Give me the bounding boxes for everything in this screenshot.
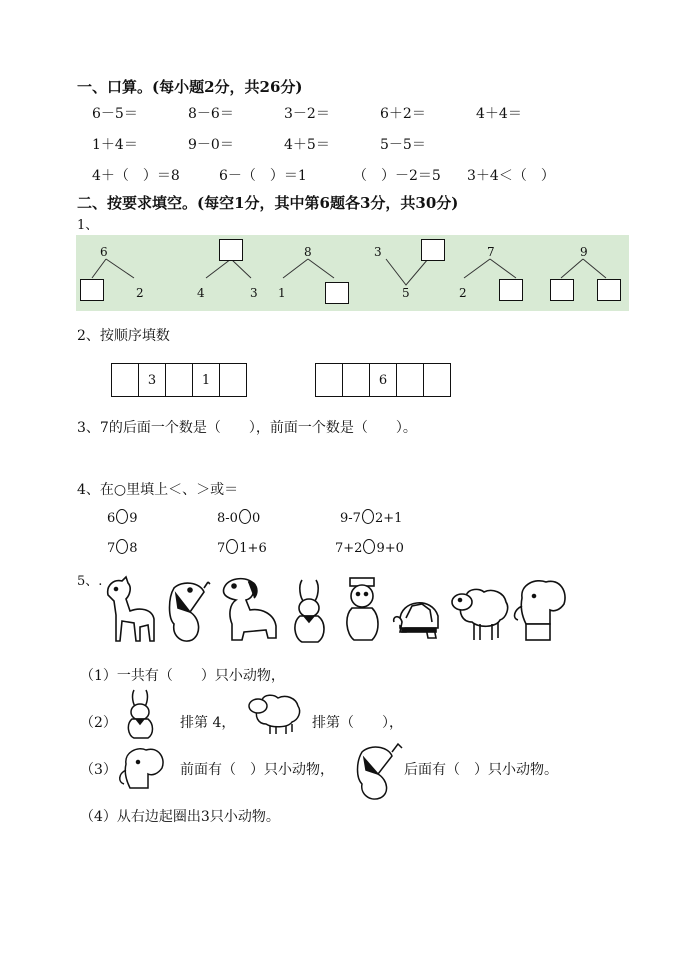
compare-right: 0 (251, 511, 261, 526)
compare-left: 7+2 (335, 541, 363, 556)
compare-circle[interactable] (226, 539, 238, 554)
q5-p1: （1）一共有（ ）只小动物， (80, 668, 285, 684)
compare-item (217, 509, 260, 526)
compare-circle[interactable] (116, 509, 128, 524)
sequence-cell[interactable] (220, 364, 246, 396)
answer-box[interactable] (325, 282, 349, 304)
answer-box[interactable] (80, 279, 104, 301)
tree-top: 9 (580, 245, 588, 259)
q5-p3-front: 前面有（ ）只小动物， (180, 762, 334, 778)
arith-item: 3＋4＜（ ） (467, 168, 555, 184)
q5-p4: （4）从右边起圈出3只小动物。 (80, 809, 280, 825)
split-tree-lines (76, 235, 629, 311)
sheep-icon (244, 690, 304, 736)
q1-label: 1、 (77, 218, 99, 233)
arith-item: 9－0＝ (188, 137, 234, 153)
tree-left: 2 (459, 286, 467, 300)
q5-p2-label: （2） (80, 715, 117, 731)
compare-item (335, 539, 404, 556)
q3-text: 3、7的后面一个数是（ ），前面一个数是（ ）。 (77, 420, 417, 436)
q4-label: 4、在○里填上＜、＞或＝ (77, 482, 239, 498)
answer-box[interactable] (597, 279, 621, 301)
arith-item: 1＋4＝ (92, 137, 138, 153)
q5-p3-label: （3） (80, 762, 117, 778)
dog-icon (218, 574, 280, 644)
elephant-icon (510, 576, 568, 644)
q5-label: 5、. (77, 574, 103, 589)
answer-box[interactable] (499, 279, 523, 301)
compare-circle[interactable] (116, 539, 128, 554)
compare-left: 8-0 (217, 511, 238, 526)
sequence-cell[interactable] (343, 364, 370, 396)
compare-left: 7 (217, 541, 226, 556)
tree-left-top: 3 (374, 245, 382, 259)
sequence-cell[interactable] (397, 364, 424, 396)
answer-box[interactable] (550, 279, 574, 301)
sequence-cell[interactable] (424, 364, 450, 396)
tree-right: 3 (250, 286, 258, 300)
sequence-cell[interactable] (166, 364, 193, 396)
arith-item: 3－2＝ (284, 106, 330, 122)
arith-item: 4＋（ ）＝8 (92, 168, 180, 184)
q5-p2-blank: 排第（ ）， (312, 715, 403, 731)
section2-title: 二、按要求填空。(每空1分，其中第6题各3分，共30分) (77, 194, 459, 212)
arith-item: 8－6＝ (188, 106, 234, 122)
tree-top: 6 (100, 245, 108, 259)
sequence-cell: 6 (370, 364, 397, 396)
compare-left: 9-7 (340, 511, 361, 526)
compare-circle[interactable] (363, 539, 375, 554)
compare-item (217, 539, 267, 556)
compare-circle[interactable] (239, 509, 251, 524)
section1-title: 一、口算。(每小题2分，共26分) (77, 78, 303, 96)
tree-left: 1 (278, 286, 286, 300)
sequence-cell: 3 (139, 364, 166, 396)
compare-right: 9+0 (376, 541, 404, 556)
rabbit-icon (288, 576, 333, 646)
arith-item: 6＋2＝ (380, 106, 426, 122)
compare-right: 1+6 (239, 541, 267, 556)
compare-right: 9 (129, 511, 138, 526)
arith-item: 6－（ ）＝1 (219, 168, 307, 184)
horse-icon (100, 575, 158, 645)
answer-box[interactable] (421, 239, 445, 261)
compare-item (107, 539, 138, 556)
arith-item: 6－5＝ (92, 106, 138, 122)
pelican-icon (160, 578, 215, 646)
arith-item: （ ）－2＝5 (353, 168, 441, 184)
compare-left: 7 (107, 541, 116, 556)
q5-p3-back: 后面有（ ）只小动物。 (404, 762, 558, 778)
compare-left: 6 (107, 511, 116, 526)
tree-left: 4 (197, 286, 205, 300)
tree-top: 7 (487, 245, 495, 259)
sequence-2 (315, 363, 451, 397)
arith-item: 5－5＝ (380, 137, 426, 153)
turtle-icon (392, 588, 444, 644)
tree-top: 8 (304, 245, 312, 259)
rabbit-icon (122, 688, 162, 740)
elephant-icon (116, 746, 168, 792)
arith-item: 4＋5＝ (284, 137, 330, 153)
compare-right: 8 (129, 541, 138, 556)
sequence-cell: 1 (193, 364, 220, 396)
compare-item (340, 509, 402, 526)
compare-item (107, 509, 138, 526)
compare-right: 2+1 (374, 511, 403, 526)
tree-bottom: 5 (402, 286, 410, 300)
compare-circle[interactable] (362, 509, 374, 524)
arith-item: 4＋4＝ (476, 106, 522, 122)
sequence-1 (111, 363, 247, 397)
monkey-icon (340, 574, 385, 644)
pelican-icon (350, 740, 408, 802)
q2-label: 2、按顺序填数 (77, 328, 170, 344)
sequence-cell[interactable] (316, 364, 343, 396)
answer-box[interactable] (219, 239, 243, 261)
sequence-cell[interactable] (112, 364, 139, 396)
tree-right: 2 (136, 286, 144, 300)
q5-p2-rank: 排第 4， (180, 715, 236, 731)
sheep-icon (448, 582, 510, 644)
